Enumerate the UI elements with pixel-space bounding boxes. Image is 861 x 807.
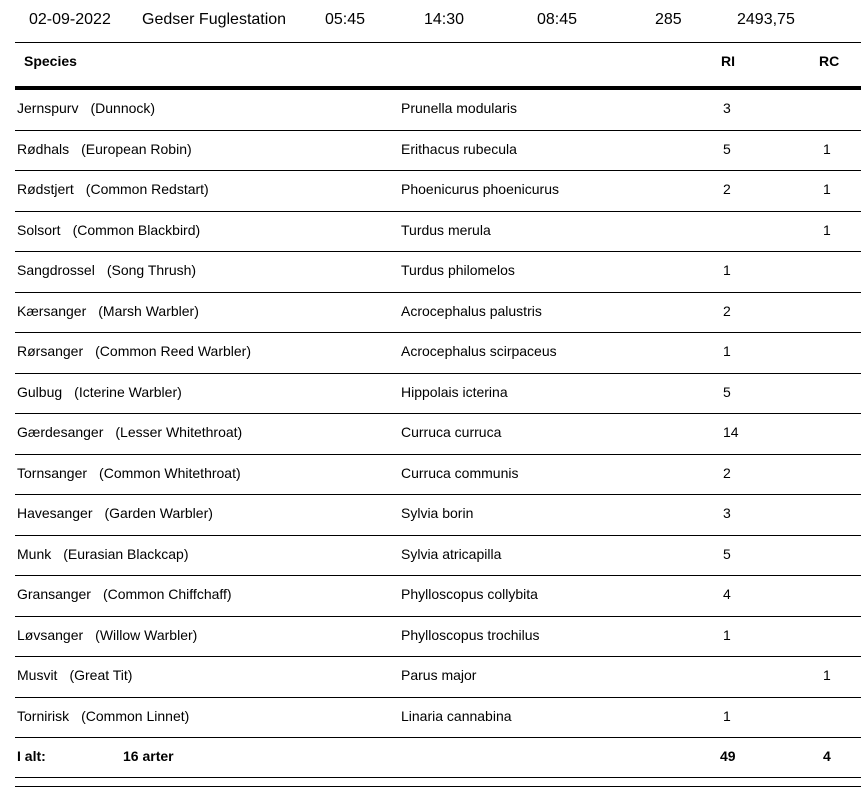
table-row xyxy=(15,617,861,658)
danish-name: Rørsanger xyxy=(17,343,84,359)
ri-value: 1 xyxy=(723,262,731,278)
column-header-ri: RI xyxy=(721,53,735,69)
english-name: (Common Blackbird) xyxy=(72,221,201,238)
rc-value: 1 xyxy=(823,667,831,683)
latin-name: Phylloscopus trochilus xyxy=(401,626,540,643)
english-name: (Great Tit) xyxy=(69,667,133,683)
danish-name: Gransanger xyxy=(17,586,91,602)
english-name: (Song Thrush) xyxy=(106,262,197,278)
english-name: (European Robin) xyxy=(81,140,192,157)
english-name: (Common Linnet) xyxy=(81,707,190,724)
ri-value: 2 xyxy=(723,181,731,197)
danish-name: Rødhals xyxy=(17,140,70,157)
rc-value: 1 xyxy=(823,181,831,197)
english-name: (Common Whitethroat) xyxy=(99,464,241,481)
rc-value: 1 xyxy=(823,140,831,157)
danish-name: Munk xyxy=(17,545,52,562)
latin-name: Phylloscopus collybita xyxy=(401,586,538,602)
danish-name: Kærsanger xyxy=(17,302,87,319)
table-row xyxy=(15,212,861,253)
species-name xyxy=(17,222,200,238)
species-name xyxy=(17,708,189,724)
ri-value: 1 xyxy=(723,626,731,643)
column-header-species: Species xyxy=(24,53,77,69)
table-row xyxy=(15,657,861,698)
column-header-rc: RC xyxy=(819,53,840,69)
table-row xyxy=(15,171,861,212)
table-row xyxy=(15,374,861,415)
ri-value: 5 xyxy=(723,140,731,157)
table-row xyxy=(15,536,861,577)
species-table xyxy=(15,42,861,787)
english-name: (Common Chiffchaff) xyxy=(102,586,232,602)
english-name: (Willow Warbler) xyxy=(95,626,198,643)
english-name: (Lesser Whitethroat) xyxy=(115,424,243,440)
latin-name: Turdus merula xyxy=(401,221,491,238)
danish-name: Rødstjert xyxy=(17,181,74,197)
latin-name: Hippolais icterina xyxy=(401,383,508,400)
table-row xyxy=(15,576,861,617)
species-name xyxy=(17,424,242,440)
english-name: (Garden Warbler) xyxy=(104,505,213,521)
table-row xyxy=(15,414,861,455)
table-row xyxy=(15,333,861,374)
latin-name: Acrocephalus palustris xyxy=(401,302,542,319)
summary-station: Gedser Fuglestation xyxy=(142,11,287,28)
species-name xyxy=(17,505,213,521)
totals-rc: 4 xyxy=(823,748,831,764)
table-row xyxy=(15,698,861,739)
summary-total: 2493,75 xyxy=(737,11,795,28)
summary-start-time: 05:45 xyxy=(325,11,366,28)
table-row xyxy=(15,131,861,172)
table-row xyxy=(15,495,861,536)
ri-value: 3 xyxy=(723,505,731,521)
summary-end-time: 14:30 xyxy=(424,11,465,28)
danish-name: Solsort xyxy=(17,221,61,238)
table-body xyxy=(15,90,861,738)
species-name xyxy=(17,465,241,481)
ri-value: 14 xyxy=(723,424,739,440)
totals-label: I alt: xyxy=(17,748,46,764)
danish-name: Jernspurv xyxy=(17,100,79,116)
latin-name: Turdus philomelos xyxy=(401,262,515,278)
ri-value: 1 xyxy=(723,343,731,359)
ri-value: 2 xyxy=(723,464,731,481)
species-name xyxy=(17,546,189,562)
danish-name: Sangdrossel xyxy=(17,262,95,278)
danish-name: Løvsanger xyxy=(17,626,84,643)
table-row xyxy=(15,293,861,334)
ri-value: 1 xyxy=(723,707,731,724)
table-row xyxy=(15,90,861,131)
english-name: (Eurasian Blackcap) xyxy=(63,545,189,562)
latin-name: Phoenicurus phoenicurus xyxy=(401,181,559,197)
totals-row xyxy=(15,738,861,778)
summary-header xyxy=(0,0,861,42)
ri-value: 2 xyxy=(723,302,731,319)
rc-value: 1 xyxy=(823,221,831,238)
english-name: (Common Redstart) xyxy=(85,181,209,197)
latin-name: Curruca curruca xyxy=(401,424,502,440)
danish-name: Tornsanger xyxy=(17,464,88,481)
latin-name: Prunella modularis xyxy=(401,100,517,116)
latin-name: Acrocephalus scirpaceus xyxy=(401,343,557,359)
danish-name: Tornirisk xyxy=(17,707,70,724)
english-name: (Dunnock) xyxy=(90,100,156,116)
latin-name: Sylvia atricapilla xyxy=(401,545,502,562)
danish-name: Gærdesanger xyxy=(17,424,104,440)
species-name xyxy=(17,343,251,359)
species-name xyxy=(17,303,199,319)
english-name: (Marsh Warbler) xyxy=(98,302,199,319)
summary-date: 02-09-2022 xyxy=(29,11,111,28)
species-name xyxy=(17,181,209,197)
ri-value: 5 xyxy=(723,545,731,562)
species-name xyxy=(17,100,155,116)
totals-species-count: 16 arter xyxy=(123,748,174,764)
latin-name: Sylvia borin xyxy=(401,505,474,521)
ri-value: 4 xyxy=(723,586,731,602)
danish-name: Havesanger xyxy=(17,505,93,521)
latin-name: Parus major xyxy=(401,667,477,683)
species-name xyxy=(17,586,232,602)
summary-duration: 08:45 xyxy=(537,11,578,28)
species-name xyxy=(17,141,192,157)
latin-name: Linaria cannabina xyxy=(401,707,512,724)
english-name: (Icterine Warbler) xyxy=(74,383,182,400)
species-name xyxy=(17,384,182,400)
species-name xyxy=(17,667,132,683)
ri-value: 5 xyxy=(723,383,731,400)
danish-name: Gulbug xyxy=(17,383,63,400)
table-row xyxy=(15,252,861,293)
table-row xyxy=(15,455,861,496)
summary-count: 285 xyxy=(655,11,682,28)
species-name xyxy=(17,262,196,278)
table-bottom-rule xyxy=(15,786,861,787)
ri-value: 3 xyxy=(723,100,731,116)
english-name: (Common Reed Warbler) xyxy=(95,343,251,359)
column-header-row xyxy=(15,43,861,86)
latin-name: Erithacus rubecula xyxy=(401,140,517,157)
totals-ri: 49 xyxy=(720,748,736,764)
danish-name: Musvit xyxy=(17,667,58,683)
species-name xyxy=(17,627,197,643)
latin-name: Curruca communis xyxy=(401,464,519,481)
